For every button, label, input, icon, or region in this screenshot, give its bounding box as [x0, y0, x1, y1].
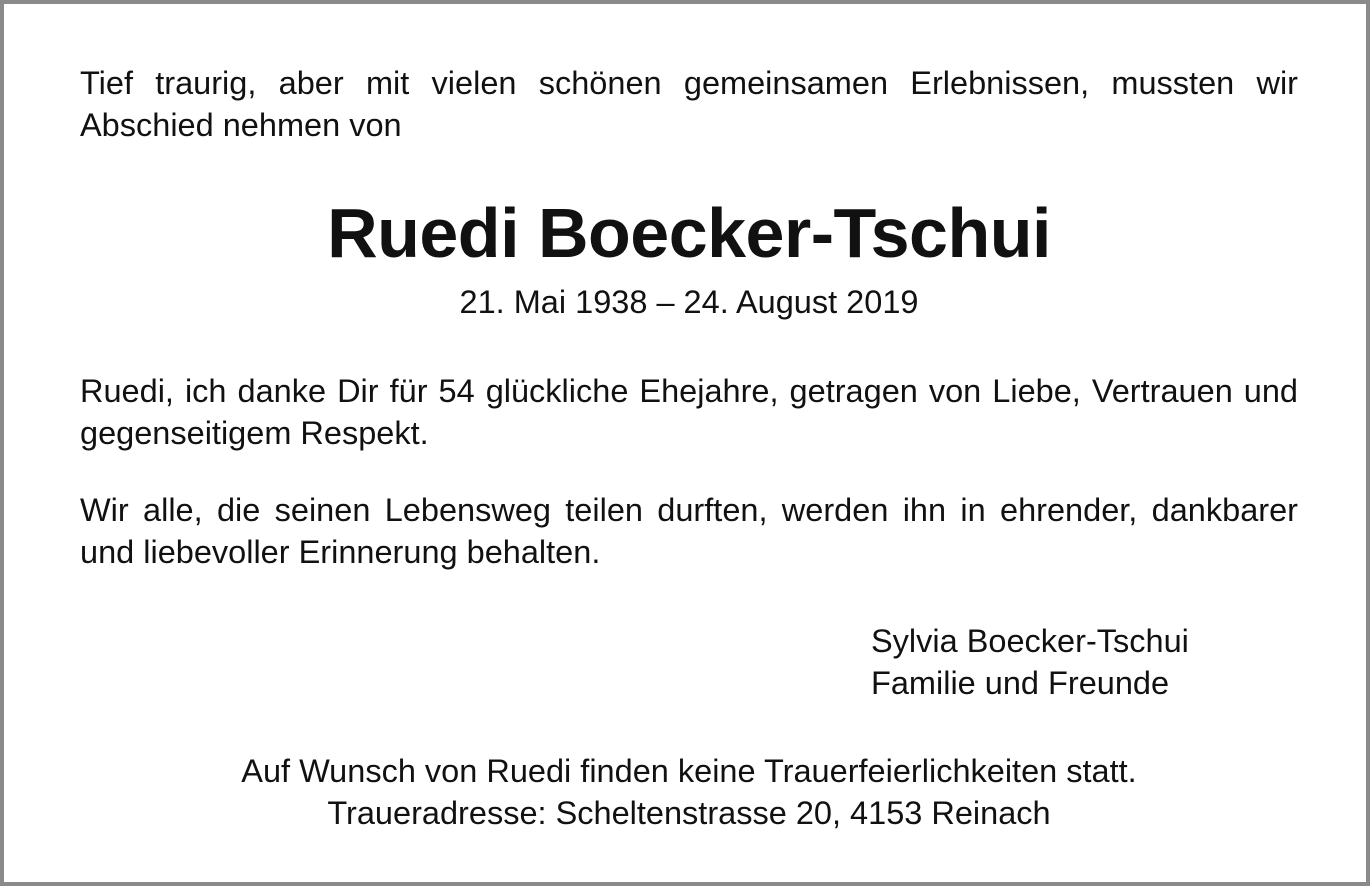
closing-block — [4, 750, 1370, 834]
funeral-note: Auf Wunsch von Ruedi finden keine Trauerfeierlichkeiten statt. — [241, 753, 1137, 789]
mourning-address: Traueradresse: Scheltenstrasse 20, 4153 Reinach — [327, 795, 1051, 831]
signature-line: Sylvia Boecker-Tschui — [871, 623, 1189, 659]
thanks-text: Ruedi, ich danke Dir für 54 glückliche Ehejahre, getragen von Liebe, Vertrauen und gegenseitigem Respekt. — [80, 373, 1298, 451]
deceased-name: Ruedi Boecker-Tschui — [327, 194, 1051, 272]
intro-text: Tief traurig, aber mit vielen schönen gemeinsamen Erlebnissen, mussten wir Abschied nehmen von — [80, 65, 1298, 143]
signature-line: Familie und Freunde — [871, 665, 1170, 701]
life-dates: 21. Mai 1938 – 24. August 2019 — [459, 284, 919, 320]
memory-text: Wir alle, die seinen Lebensweg teilen durften, werden ihn in ehrender, dankbarer und liebevoller Erinnerung behalten. — [80, 492, 1298, 570]
signature-block — [871, 620, 1189, 704]
